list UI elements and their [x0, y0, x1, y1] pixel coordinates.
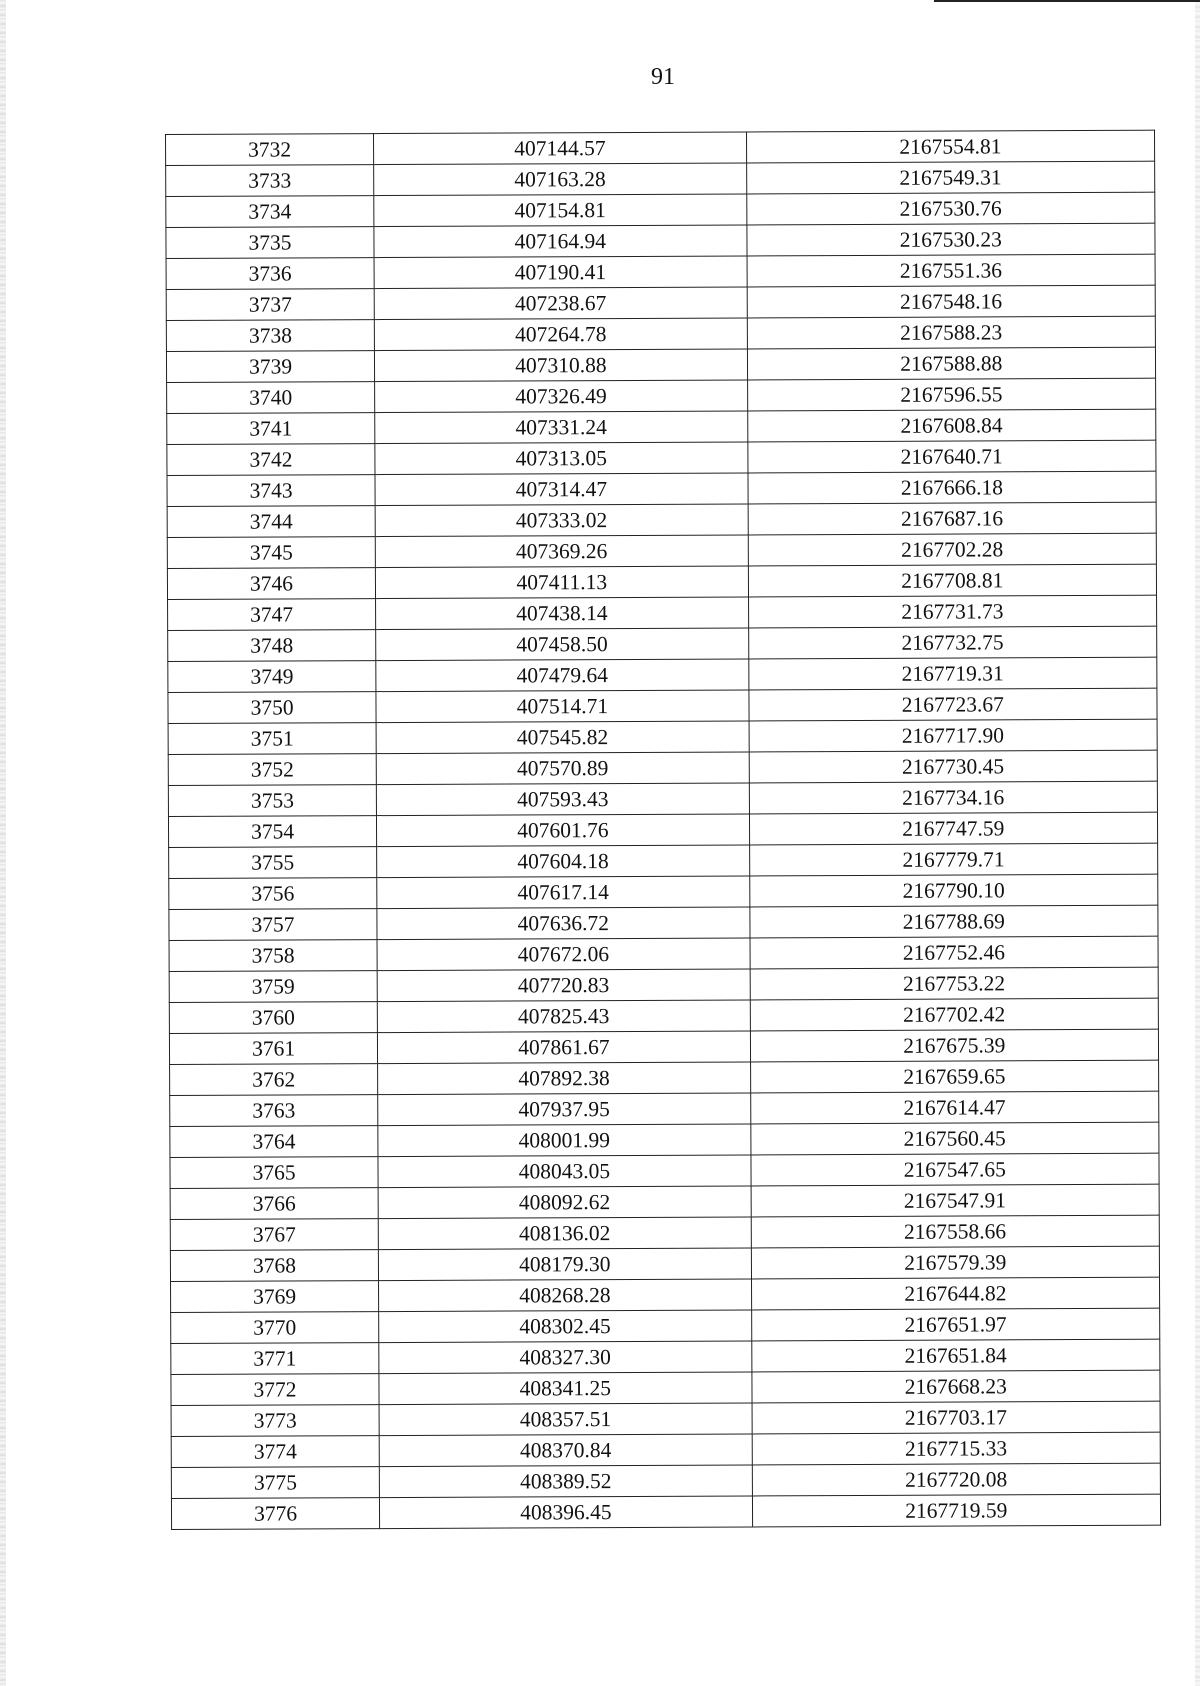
page-number: 91	[651, 64, 675, 90]
y-coordinate-cell: 2167702.28	[748, 533, 1157, 566]
x-coordinate-cell: 408370.84	[379, 1434, 752, 1467]
table-row	[167, 502, 1156, 537]
table-row	[170, 1060, 1159, 1095]
x-coordinate-cell: 407314.47	[375, 473, 748, 506]
y-coordinate-cell: 2167560.45	[750, 1122, 1159, 1155]
table-row	[169, 967, 1158, 1002]
x-coordinate-cell: 408043.05	[378, 1155, 751, 1188]
x-coordinate-cell: 408001.99	[378, 1124, 751, 1157]
point-id-cell: 3753	[168, 785, 376, 817]
point-id-cell: 3744	[167, 506, 375, 538]
x-coordinate-cell: 407369.26	[375, 535, 748, 568]
point-id-cell: 3767	[170, 1219, 378, 1251]
point-id-cell: 3762	[170, 1064, 378, 1096]
x-coordinate-cell: 407937.95	[378, 1093, 751, 1126]
y-coordinate-cell: 2167730.45	[749, 750, 1158, 783]
point-id-cell: 3748	[168, 630, 376, 662]
x-coordinate-cell: 407861.67	[378, 1031, 751, 1064]
y-coordinate-cell: 2167530.76	[746, 192, 1155, 225]
point-id-cell: 3749	[168, 661, 376, 693]
table-row	[166, 161, 1155, 196]
x-coordinate-cell: 407593.43	[376, 783, 749, 816]
y-coordinate-cell: 2167719.59	[752, 1494, 1161, 1527]
point-id-cell: 3772	[171, 1374, 379, 1406]
x-coordinate-cell: 408136.02	[378, 1217, 751, 1250]
x-coordinate-cell: 407617.14	[377, 876, 750, 909]
table-row	[168, 719, 1157, 754]
y-coordinate-cell: 2167554.81	[746, 130, 1155, 163]
table-row	[171, 1339, 1160, 1374]
table-row	[171, 1432, 1160, 1467]
point-id-cell: 3745	[167, 537, 375, 569]
x-coordinate-cell: 407458.50	[376, 628, 749, 661]
y-coordinate-cell: 2167717.90	[749, 719, 1158, 752]
table-row	[171, 1370, 1160, 1405]
table-row	[170, 1153, 1159, 1188]
point-id-cell: 3732	[166, 134, 374, 166]
point-id-cell: 3773	[171, 1405, 379, 1437]
y-coordinate-cell: 2167715.33	[752, 1432, 1161, 1465]
y-coordinate-cell: 2167687.16	[748, 502, 1157, 535]
y-coordinate-cell: 2167703.17	[752, 1401, 1161, 1434]
x-coordinate-cell: 408357.51	[379, 1403, 752, 1436]
x-coordinate-cell: 407238.67	[374, 287, 747, 320]
x-coordinate-cell: 407264.78	[374, 318, 747, 351]
x-coordinate-cell: 408389.52	[379, 1465, 752, 1498]
y-coordinate-cell: 2167614.47	[750, 1091, 1159, 1124]
table-row	[170, 1215, 1159, 1250]
x-coordinate-cell: 408302.45	[379, 1310, 752, 1343]
table-row	[166, 254, 1155, 289]
point-id-cell: 3737	[166, 289, 374, 321]
table-row	[166, 316, 1155, 351]
y-coordinate-cell: 2167668.23	[752, 1370, 1161, 1403]
y-coordinate-cell: 2167558.66	[751, 1215, 1160, 1248]
y-coordinate-cell: 2167708.81	[748, 564, 1157, 597]
table-row	[168, 657, 1157, 692]
table-row	[167, 471, 1156, 506]
y-coordinate-cell: 2167608.84	[747, 409, 1156, 442]
x-coordinate-cell: 408268.28	[379, 1279, 752, 1312]
table-row	[166, 192, 1155, 227]
x-coordinate-cell: 407190.41	[374, 256, 747, 289]
point-id-cell: 3747	[168, 599, 376, 631]
x-coordinate-cell: 407438.14	[376, 597, 749, 630]
table-row	[171, 1308, 1160, 1343]
y-coordinate-cell: 2167640.71	[747, 440, 1156, 473]
point-id-cell: 3735	[166, 227, 374, 259]
point-id-cell: 3770	[171, 1312, 379, 1344]
table-row	[169, 936, 1158, 971]
x-coordinate-cell: 407313.05	[375, 442, 748, 475]
x-coordinate-cell: 407892.38	[378, 1062, 751, 1095]
x-coordinate-cell: 407333.02	[375, 504, 748, 537]
point-id-cell: 3763	[170, 1095, 378, 1127]
x-coordinate-cell: 408179.30	[378, 1248, 751, 1281]
point-id-cell: 3740	[167, 382, 375, 414]
table-row	[168, 750, 1157, 785]
table-row	[166, 285, 1155, 320]
point-id-cell: 3751	[168, 723, 376, 755]
y-coordinate-cell: 2167666.18	[748, 471, 1157, 504]
y-coordinate-cell: 2167747.59	[749, 812, 1158, 845]
y-coordinate-cell: 2167588.23	[747, 316, 1156, 349]
y-coordinate-cell: 2167651.84	[751, 1339, 1160, 1372]
point-id-cell: 3734	[166, 196, 374, 228]
coordinate-table-wrapper	[165, 130, 1161, 1530]
top-rule	[934, 0, 1200, 2]
point-id-cell: 3746	[167, 568, 375, 600]
point-id-cell: 3768	[170, 1250, 378, 1282]
y-coordinate-cell: 2167723.67	[749, 688, 1158, 721]
point-id-cell: 3764	[170, 1126, 378, 1158]
x-coordinate-cell: 407411.13	[376, 566, 749, 599]
y-coordinate-cell: 2167596.55	[747, 378, 1156, 411]
table-row	[167, 440, 1156, 475]
point-id-cell: 3741	[167, 413, 375, 445]
y-coordinate-cell: 2167720.08	[752, 1463, 1161, 1496]
table-row	[168, 812, 1157, 847]
point-id-cell: 3756	[169, 878, 377, 910]
table-row	[171, 1494, 1160, 1529]
x-coordinate-cell: 407326.49	[375, 380, 748, 413]
y-coordinate-cell: 2167644.82	[751, 1277, 1160, 1310]
y-coordinate-cell: 2167659.65	[750, 1060, 1159, 1093]
x-coordinate-cell: 408396.45	[380, 1496, 753, 1529]
y-coordinate-cell: 2167752.46	[750, 936, 1159, 969]
table-row	[168, 626, 1157, 661]
point-id-cell: 3752	[168, 754, 376, 786]
y-coordinate-cell: 2167779.71	[749, 843, 1158, 876]
table-row	[170, 1122, 1159, 1157]
point-id-cell: 3736	[166, 258, 374, 290]
x-coordinate-cell: 407720.83	[377, 969, 750, 1002]
table-row	[166, 347, 1155, 382]
x-coordinate-cell: 408327.30	[379, 1341, 752, 1374]
y-coordinate-cell: 2167702.42	[750, 998, 1159, 1031]
table-row	[167, 564, 1156, 599]
point-id-cell: 3766	[170, 1188, 378, 1220]
point-id-cell: 3769	[171, 1281, 379, 1313]
x-coordinate-cell: 407672.06	[377, 938, 750, 971]
table-row	[170, 1246, 1159, 1281]
x-coordinate-cell: 407636.72	[377, 907, 750, 940]
y-coordinate-cell: 2167790.10	[749, 874, 1158, 907]
point-id-cell: 3754	[168, 816, 376, 848]
x-coordinate-cell: 407164.94	[374, 225, 747, 258]
point-id-cell: 3759	[169, 971, 377, 1003]
y-coordinate-cell: 2167731.73	[748, 595, 1157, 628]
y-coordinate-cell: 2167788.69	[749, 905, 1158, 938]
point-id-cell: 3761	[169, 1033, 377, 1065]
y-coordinate-cell: 2167719.31	[748, 657, 1157, 690]
scan-edge-left	[0, 0, 6, 1686]
table-row	[168, 688, 1157, 723]
point-id-cell: 3733	[166, 165, 374, 197]
y-coordinate-cell: 2167588.88	[747, 347, 1156, 380]
x-coordinate-cell: 407479.64	[376, 659, 749, 692]
table-row	[166, 223, 1155, 258]
table-row	[169, 998, 1158, 1033]
table-row	[169, 905, 1158, 940]
y-coordinate-cell: 2167530.23	[747, 223, 1156, 256]
x-coordinate-cell: 408092.62	[378, 1186, 751, 1219]
x-coordinate-cell: 407514.71	[376, 690, 749, 723]
x-coordinate-cell: 407825.43	[377, 1000, 750, 1033]
y-coordinate-cell: 2167548.16	[747, 285, 1156, 318]
y-coordinate-cell: 2167547.91	[751, 1184, 1160, 1217]
x-coordinate-cell: 407163.28	[374, 163, 747, 196]
x-coordinate-cell: 408341.25	[379, 1372, 752, 1405]
y-coordinate-cell: 2167734.16	[749, 781, 1158, 814]
point-id-cell: 3776	[171, 1498, 379, 1530]
table-row	[169, 843, 1158, 878]
x-coordinate-cell: 407144.57	[374, 132, 747, 165]
y-coordinate-cell: 2167579.39	[751, 1246, 1160, 1279]
y-coordinate-cell: 2167551.36	[747, 254, 1156, 287]
point-id-cell: 3774	[171, 1436, 379, 1468]
table-row	[166, 130, 1155, 165]
point-id-cell: 3750	[168, 692, 376, 724]
x-coordinate-cell: 407601.76	[377, 814, 750, 847]
point-id-cell: 3743	[167, 475, 375, 507]
coordinate-table	[165, 130, 1161, 1530]
y-coordinate-cell: 2167732.75	[748, 626, 1157, 659]
table-row	[170, 1091, 1159, 1126]
table-row	[169, 1029, 1158, 1064]
point-id-cell: 3739	[166, 351, 374, 383]
point-id-cell: 3738	[166, 320, 374, 352]
y-coordinate-cell: 2167753.22	[750, 967, 1159, 1000]
table-row	[168, 595, 1157, 630]
x-coordinate-cell: 407331.24	[375, 411, 748, 444]
point-id-cell: 3765	[170, 1157, 378, 1189]
point-id-cell: 3771	[171, 1343, 379, 1375]
point-id-cell: 3760	[169, 1002, 377, 1034]
point-id-cell: 3757	[169, 909, 377, 941]
table-row	[169, 874, 1158, 909]
x-coordinate-cell: 407154.81	[374, 194, 747, 227]
table-row	[167, 378, 1156, 413]
coordinate-table-body	[166, 130, 1161, 1529]
x-coordinate-cell: 407310.88	[375, 349, 748, 382]
table-row	[168, 781, 1157, 816]
table-row	[171, 1401, 1160, 1436]
table-row	[167, 533, 1156, 568]
point-id-cell: 3758	[169, 940, 377, 972]
table-row	[171, 1463, 1160, 1498]
point-id-cell: 3755	[169, 847, 377, 879]
y-coordinate-cell: 2167549.31	[746, 161, 1155, 194]
table-row	[171, 1277, 1160, 1312]
y-coordinate-cell: 2167651.97	[751, 1308, 1160, 1341]
table-row	[170, 1184, 1159, 1219]
x-coordinate-cell: 407604.18	[377, 845, 750, 878]
x-coordinate-cell: 407570.89	[376, 752, 749, 785]
x-coordinate-cell: 407545.82	[376, 721, 749, 754]
scan-edge-right	[1195, 0, 1200, 1686]
y-coordinate-cell: 2167547.65	[751, 1153, 1160, 1186]
y-coordinate-cell: 2167675.39	[750, 1029, 1159, 1062]
table-row	[167, 409, 1156, 444]
point-id-cell: 3742	[167, 444, 375, 476]
point-id-cell: 3775	[171, 1467, 379, 1499]
